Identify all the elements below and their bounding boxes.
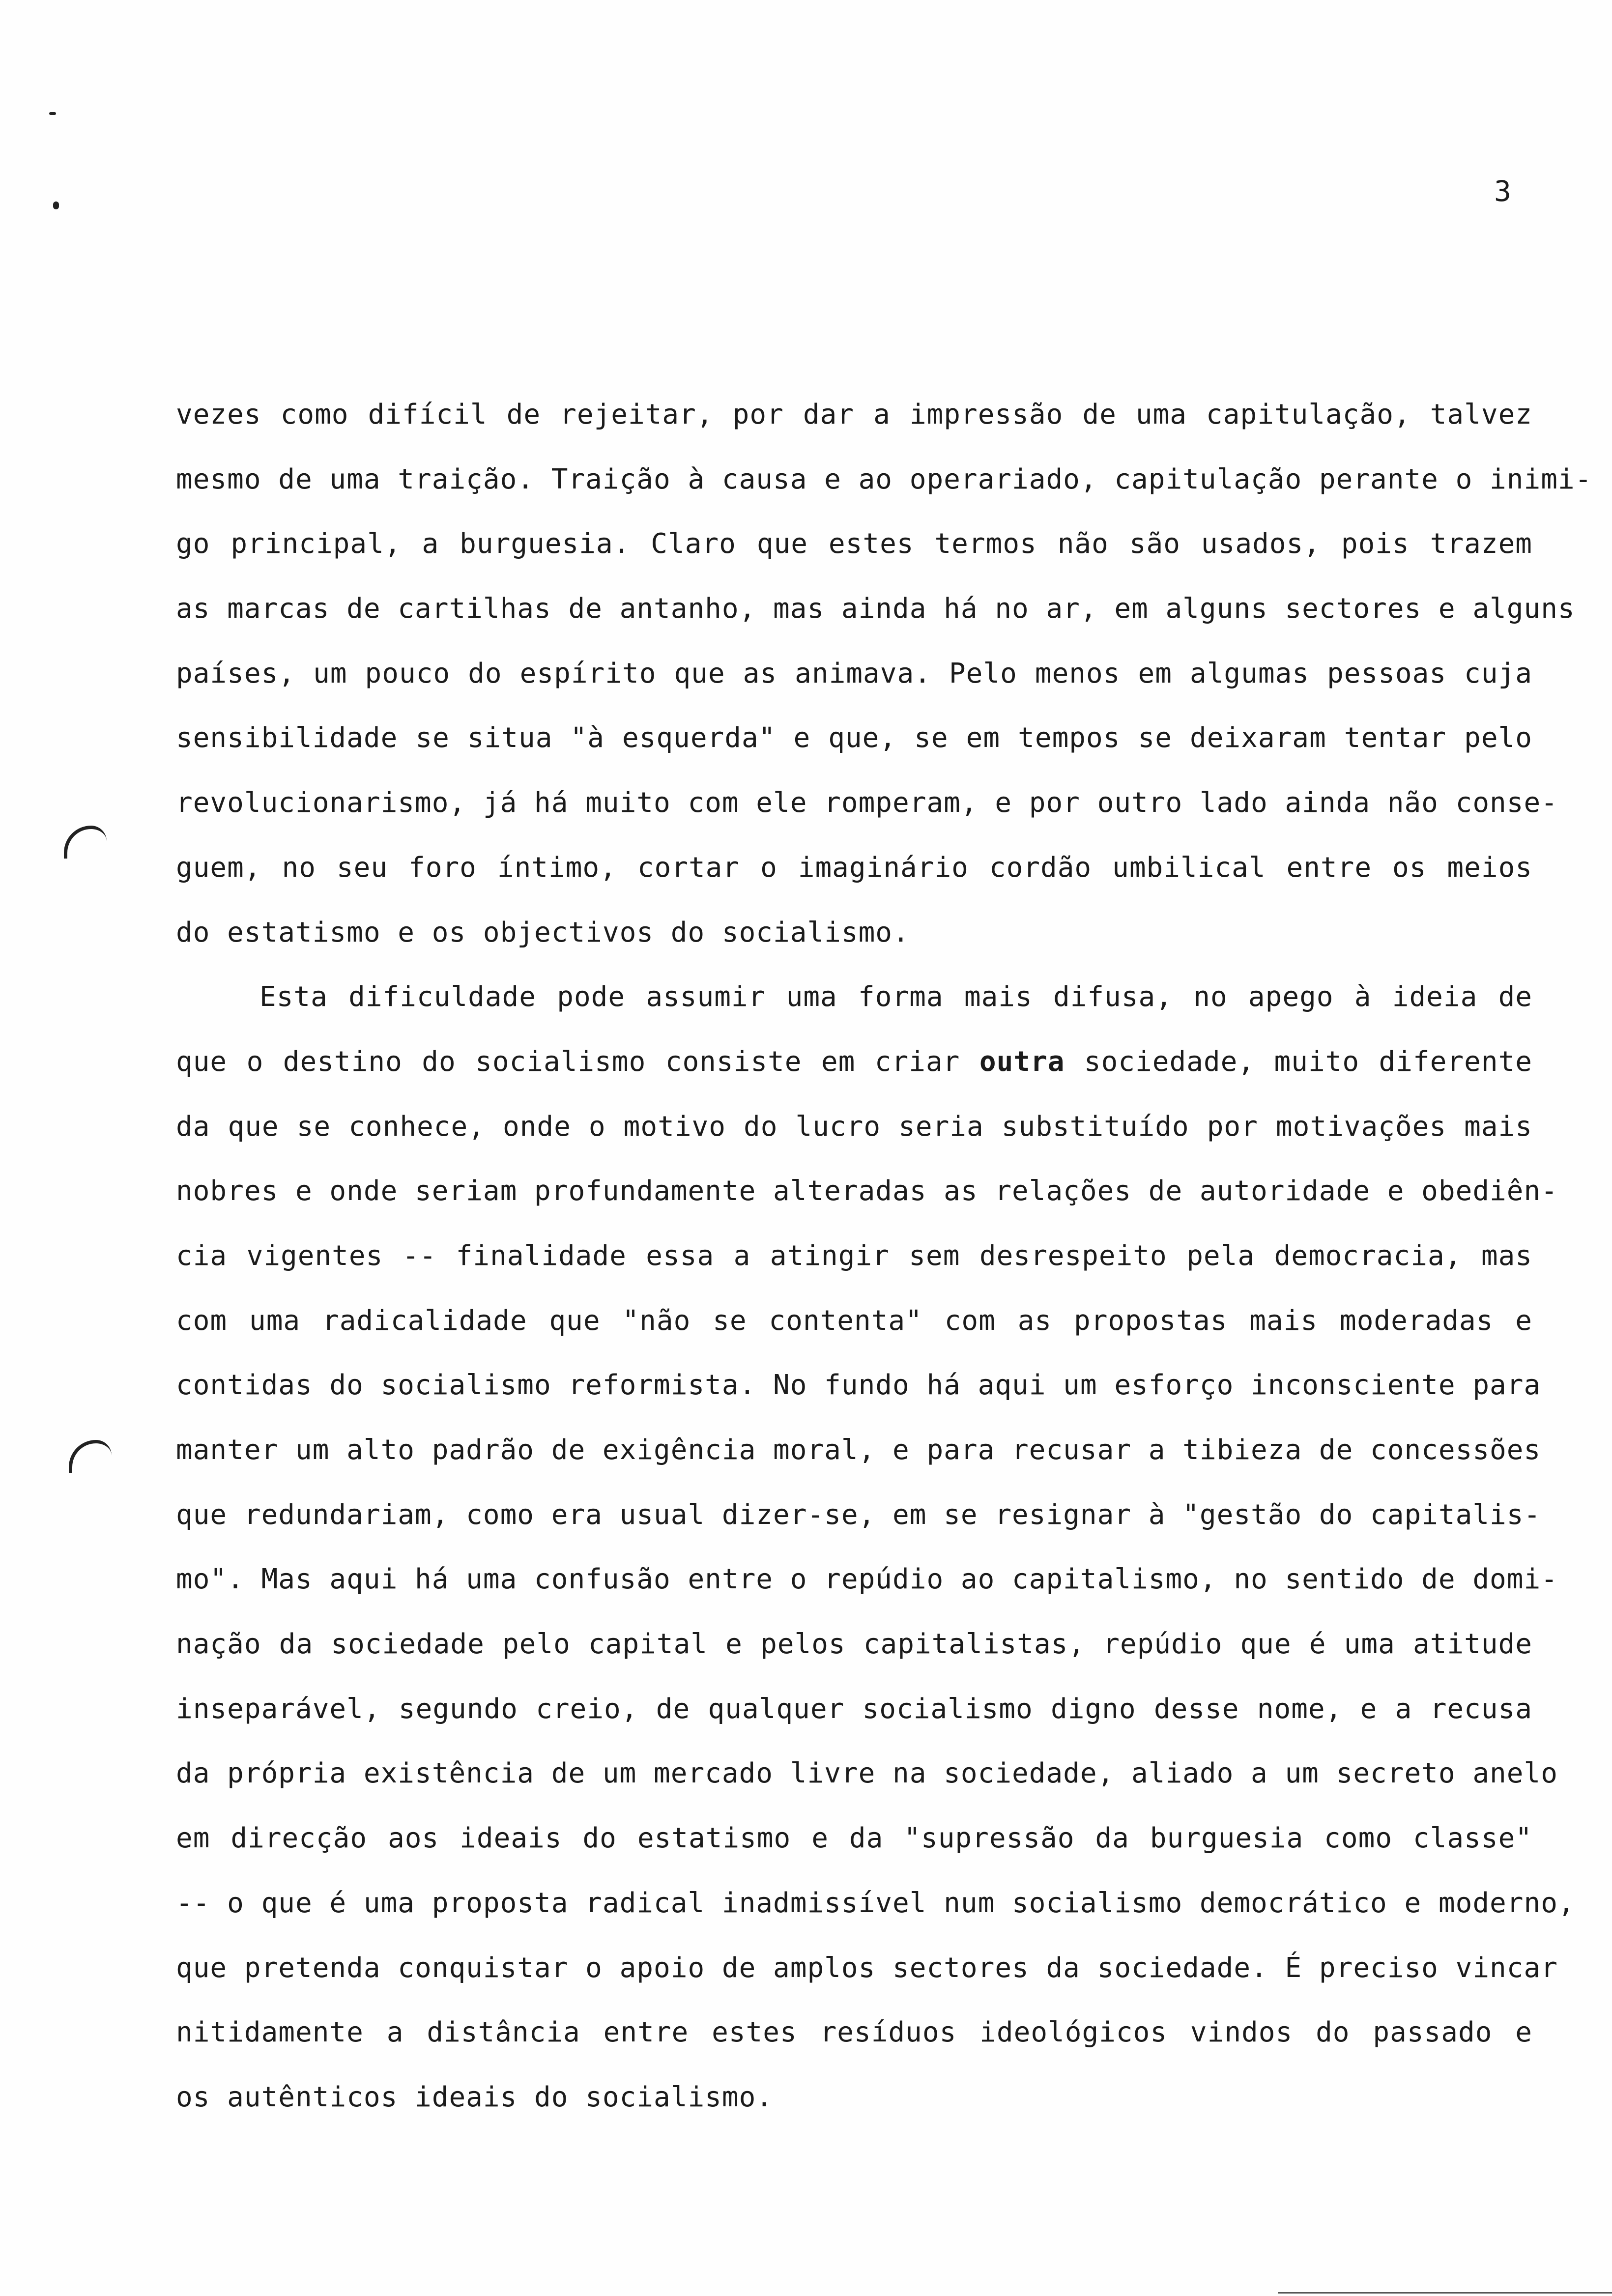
text-line: da que se conhece, onde o motivo do lucro seria substituído por motivações mais xyxy=(176,1110,1532,1143)
text-line: vezes como difícil de rejeitar, por dar a impressão de uma capitulação, talvez xyxy=(176,399,1532,430)
text-line: que pretenda conquistar o apoio de amplos sectores da sociedade. É preciso vincar xyxy=(176,1952,1558,1984)
text-line: guem, no seu foro íntimo, cortar o imaginário cordão umbilical entre os meios xyxy=(176,851,1532,884)
text-line: Esta dificuldade pode assumir uma forma mais difusa, no apego à ideia de xyxy=(259,981,1532,1013)
text-line: do estatismo e os objectivos do socialismo. xyxy=(176,916,910,948)
text-line: que redundariam, como era usual dizer-se, em se resignar à "gestão do capitalis- xyxy=(176,1498,1541,1531)
text-line: mo". Mas aqui há uma confusão entre o repúdio ao capitalismo, no sentido de domi- xyxy=(176,1563,1558,1596)
text-line: sensibilidade se situa "à esquerda" e que, se em tempos se deixaram tentar pelo xyxy=(176,722,1532,754)
text-line: mesmo de uma traição. Traição à causa e ao operariado, capitulação perante o inimi- xyxy=(176,463,1592,495)
paragraph-2 xyxy=(176,965,1575,2129)
margin-arc-mark xyxy=(69,1440,112,1473)
emphasized-word: outra xyxy=(979,1045,1065,1078)
text-line: contidas do socialismo reformista. No fundo há aqui um esforço inconsciente para xyxy=(176,1369,1541,1402)
text-line: inseparável, segundo creio, de qualquer socialismo digno desse nome, e a recusa xyxy=(176,1693,1532,1725)
text-line: nitidamente a distância entre estes resíduos ideológicos vindos do passado e xyxy=(176,2016,1532,2049)
text-line: países, um pouco do espírito que as animava. Pelo menos em algumas pessoas cuja xyxy=(176,657,1532,689)
text-segment: sociedade, muito diferente xyxy=(1065,1045,1532,1078)
text-segment: que o destino do socialismo consiste em criar xyxy=(176,1045,979,1078)
margin-dash-mark xyxy=(49,112,56,115)
text-line: nobres e onde seriam profundamente alteradas as relações de autoridade e obediên- xyxy=(176,1175,1558,1207)
text-line: os autênticos ideais do socialismo. xyxy=(176,2081,774,2113)
text-line: em direcção aos ideais do estatismo e da "supressão da burguesia como classe" xyxy=(176,1822,1532,1855)
margin-arc-mark xyxy=(64,826,107,859)
text-line: -- o que é uma proposta radical inadmissível num socialismo democrático e moderno, xyxy=(176,1887,1575,1919)
text-line: nação da sociedade pelo capital e pelos capitalistas, repúdio que é uma atitude xyxy=(176,1628,1532,1661)
text-line: as marcas de cartilhas de antanho, mas ainda há no ar, em alguns sectores e alguns xyxy=(176,593,1575,625)
page-number: 3 xyxy=(1494,174,1511,208)
text-line: go principal, a burguesia. Claro que estes termos não são usados, pois trazem xyxy=(176,528,1532,560)
text-line: manter um alto padrão de exigência moral, e para recusar a tibieza de concessões xyxy=(176,1434,1541,1466)
bottom-edge-rule xyxy=(1278,2292,1612,2294)
text-line: cia vigentes -- finalidade essa a atingir sem desrespeito pela democracia, mas xyxy=(176,1239,1532,1272)
text-line: com uma radicalidade que "não se contenta" com as propostas mais moderadas e xyxy=(176,1304,1532,1337)
margin-dot-mark xyxy=(53,201,59,209)
body-text xyxy=(176,382,1592,2130)
text-line-with-emphasis xyxy=(176,1030,1532,1094)
paragraph-1 xyxy=(176,382,1592,965)
text-line: revolucionarismo, já há muito com ele romperam, e por outro lado ainda não conse- xyxy=(176,787,1558,819)
text-line: da própria existência de um mercado livre na sociedade, aliado a um secreto anelo xyxy=(176,1757,1558,1790)
